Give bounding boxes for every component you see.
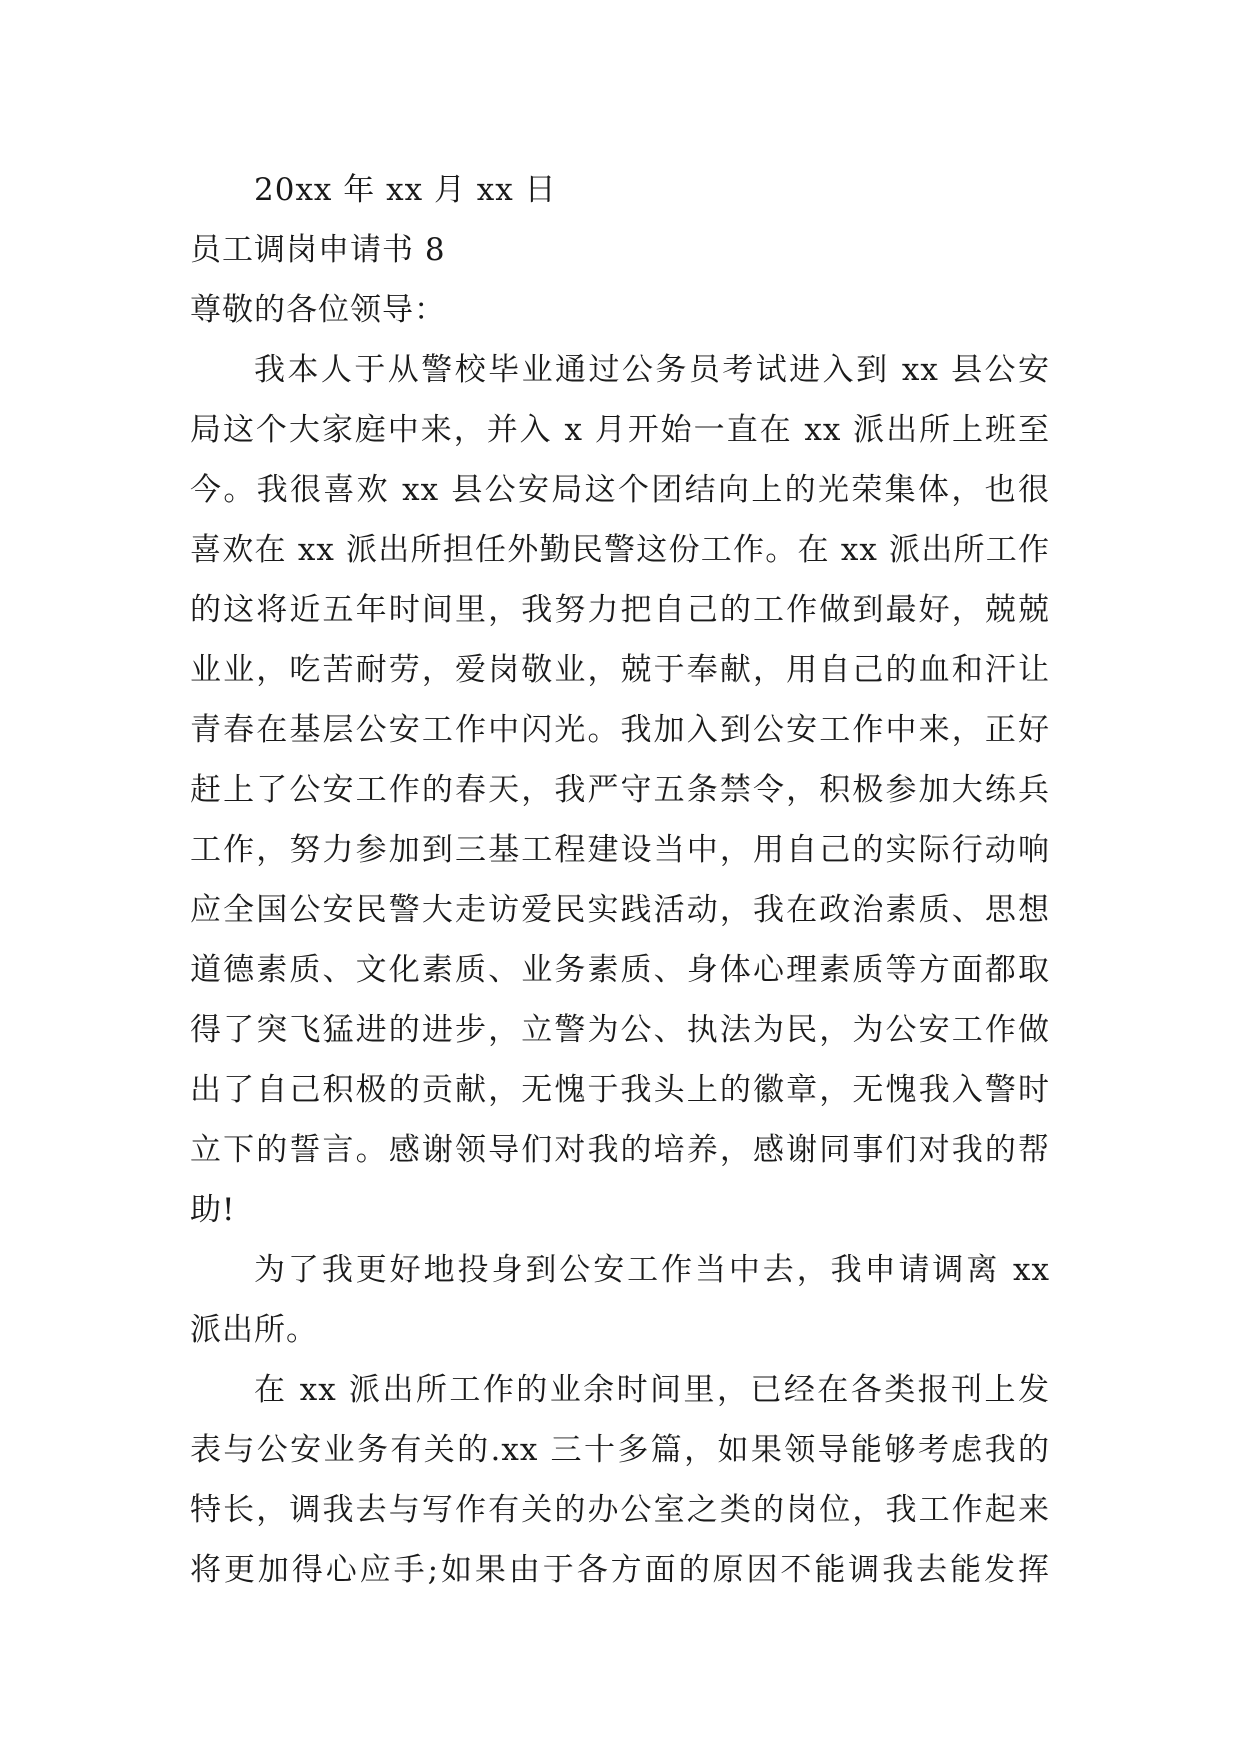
date-line: 20xx 年 xx 月 xx 日 (254, 172, 557, 208)
paragraph-line: 立下的誓言。感谢领导们对我的培养，感谢同事们对我的帮 (190, 1132, 1050, 1168)
document-body (190, 160, 1050, 1600)
paragraph-line: 出了自己积极的贡献，无愧于我头上的徽章，无愧我入警时 (190, 1072, 1050, 1108)
paragraph-2 (190, 1240, 1050, 1360)
paragraph-line: 表与公安业务有关的.xx 三十多篇，如果领导能够考虑我的 (190, 1432, 1050, 1468)
paragraph-1 (190, 340, 1050, 1240)
paragraph-line: 应全国公安民警大走访爱民实践活动，我在政治素质、思想 (190, 892, 1050, 928)
paragraph-line: 助! (190, 1192, 236, 1228)
paragraph-line: 业业，吃苦耐劳，爱岗敬业，兢于奉献，用自己的血和汗让 (190, 652, 1050, 688)
paragraph-line: 我本人于从警校毕业通过公务员考试进入到 xx 县公安 (254, 352, 1050, 388)
paragraph-line: 喜欢在 xx 派出所担任外勤民警这份工作。在 xx 派出所工作 (190, 532, 1050, 568)
paragraph-line: 工作，努力参加到三基工程建设当中，用自己的实际行动响 (190, 832, 1050, 868)
paragraph-line: 青春在基层公安工作中闪光。我加入到公安工作中来，正好 (190, 712, 1050, 748)
salutation: 尊敬的各位领导： (190, 292, 446, 328)
paragraph-line: 特长，调我去与写作有关的办公室之类的岗位，我工作起来 (190, 1492, 1050, 1528)
paragraph-3 (190, 1360, 1050, 1600)
paragraph-line: 局这个大家庭中来，并入 x 月开始一直在 xx 派出所上班至 (190, 412, 1050, 448)
paragraph-line: 今。我很喜欢 xx 县公安局这个团结向上的光荣集体，也很 (190, 472, 1050, 508)
paragraph-line: 的这将近五年时间里，我努力把自己的工作做到最好，兢兢 (190, 592, 1050, 628)
document-title: 员工调岗申请书 8 (190, 232, 446, 268)
paragraph-line: 为了我更好地投身到公安工作当中去，我申请调离 xx (254, 1252, 1050, 1288)
paragraph-line: 赶上了公安工作的春天，我严守五条禁令，积极参加大练兵 (190, 772, 1050, 808)
paragraph-line: 得了突飞猛进的进步，立警为公、执法为民，为公安工作做 (190, 1012, 1050, 1048)
paragraph-line: 在 xx 派出所工作的业余时间里，已经在各类报刊上发 (254, 1372, 1050, 1408)
paragraph-line: 将更加得心应手;如果由于各方面的原因不能调我去能发挥 (190, 1552, 1050, 1588)
paragraph-line: 道德素质、文化素质、业务素质、身体心理素质等方面都取 (190, 952, 1050, 988)
paragraph-line: 派出所。 (190, 1312, 318, 1348)
